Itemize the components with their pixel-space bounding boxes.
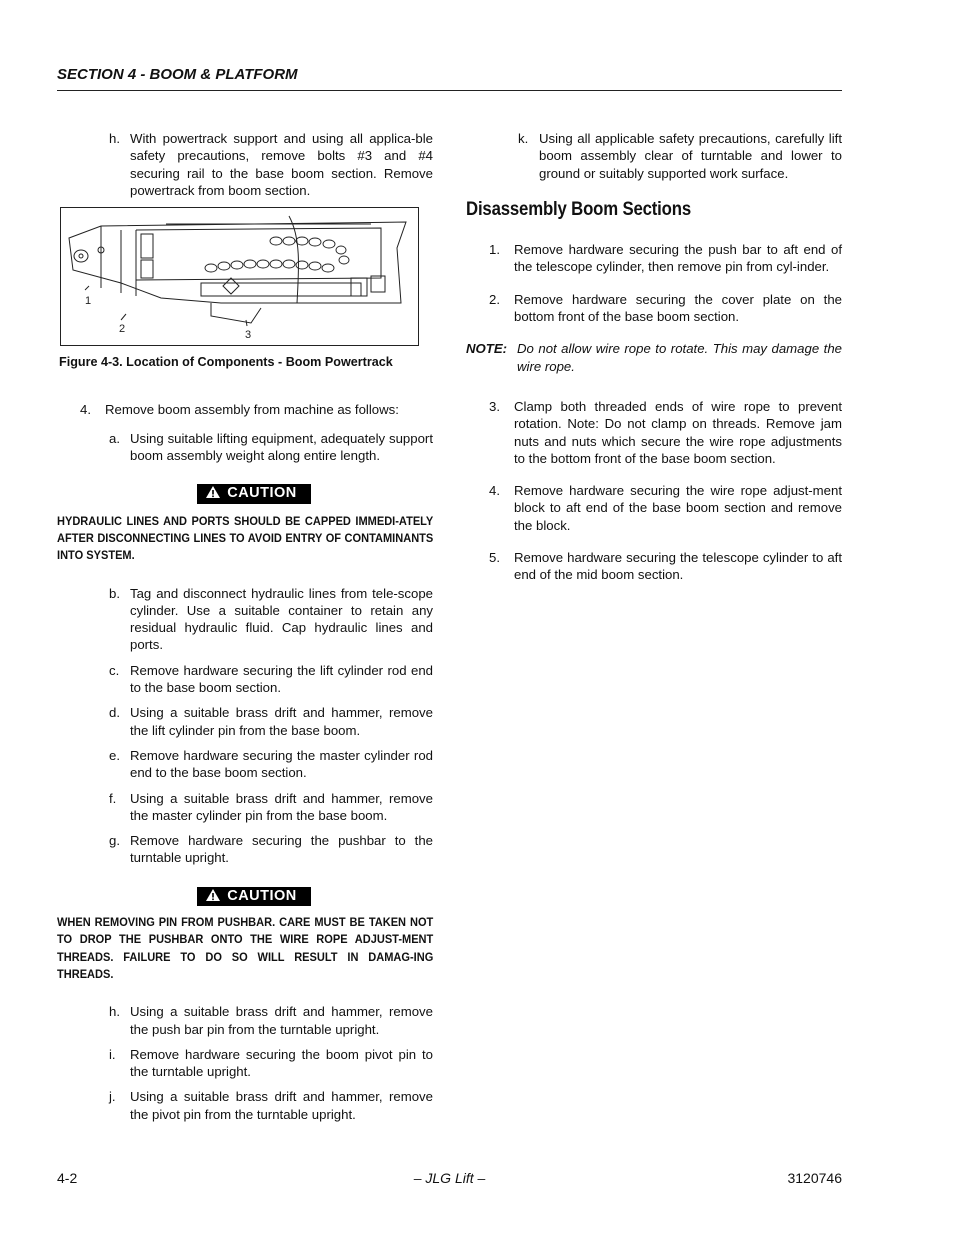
list-item: c. Remove hardware securing the lift cylinder rod end to the base boom section. xyxy=(109,662,433,696)
caution-banner: CAUTION xyxy=(57,484,433,503)
list-item: e. Remove hardware securing the master cylinder rod end to the base boom section. xyxy=(109,747,433,781)
powertrack-figure xyxy=(60,207,419,346)
page-header xyxy=(57,66,842,91)
page-footer xyxy=(57,1170,842,1190)
list-item: h. With powertrack support and using all applica-ble safety precautions, remove bolts #3 and #4 securing rail to the base boom section. Remove powertrack from boom section. xyxy=(109,131,433,198)
numbered-step: 1. Remove hardware securing the push bar to aft end of the telescope cylinder, then remove pin from cyl-inder. xyxy=(489,242,842,275)
list-item: f. Using a suitable brass drift and hammer, remove the master cylinder pin from the base boom. xyxy=(109,790,433,823)
section-title: SECTION 4 - BOOM & PLATFORM xyxy=(57,66,298,83)
figure-label-2: 2 xyxy=(119,323,126,336)
list-item: g. Remove hardware securing the pushbar to the turntable upright. xyxy=(109,833,433,866)
left-column xyxy=(57,130,433,1131)
caution-text: WHEN REMOVING PIN FROM PUSHBAR. CARE MUST BE TAKEN NOT TO DROP THE PUSHBAR ONTO THE WIRE ROPE ADJUST-MENT THREADS. FAILURE TO DO SO WILL RESULT IN DAMAG-ING THREADS. xyxy=(57,915,434,981)
figure-label-1: 1 xyxy=(85,295,92,308)
list-item: a. Using suitable lifting equipment, adequately support boom assembly weight along entire length. xyxy=(109,430,433,464)
section-heading: Disassembly Boom Sections xyxy=(466,197,691,220)
numbered-step: 4. Remove hardware securing the wire rope adjust-ment block to aft end of the base boom section and remove the block. xyxy=(489,483,842,533)
warning-icon xyxy=(205,888,221,902)
list-item: k. Using all applicable safety precautions, carefully lift boom assembly clear of turntable and lower to ground or suitably supported work surface. xyxy=(518,131,842,181)
page-number: 4-2 xyxy=(57,1170,78,1186)
footer-brand: – JLG Lift – xyxy=(413,1170,486,1186)
numbered-step: 3. Clamp both threaded ends of wire rope to prevent rotation. Note: Do not clamp on threads. Remove jam nuts and nuts which secure the wire rope adjustments to the bottom front of the base boom section. xyxy=(489,398,842,466)
figure-label-3: 3 xyxy=(245,329,252,342)
document-number: 3120746 xyxy=(787,1170,842,1186)
caution-text: HYDRAULIC LINES AND PORTS SHOULD BE CAPPED IMMEDI-ATELY AFTER DISCONNECTING LINES TO AVOID ENTRY OF CONTAMINANTS INTO SYSTEM. xyxy=(57,513,434,563)
right-column xyxy=(466,130,842,599)
steps-b-to-g xyxy=(57,585,433,867)
list-item: i. Remove hardware securing the boom pivot pin to the turntable upright. xyxy=(109,1046,433,1080)
list-item: j. Using a suitable brass drift and hammer, remove the pivot pin from the turntable upright. xyxy=(109,1089,433,1122)
numbered-step: 2. Remove hardware securing the cover plate on the bottom front of the base boom section. xyxy=(489,291,842,325)
note: NOTE: Do not allow wire rope to rotate. This may damage the wire rope. xyxy=(466,341,842,374)
boom-powertrack-illustration xyxy=(61,208,418,345)
numbered-step: 5. Remove hardware securing the telescope cylinder to aft end of the mid boom section. xyxy=(489,550,842,583)
steps-h-to-j xyxy=(57,1003,433,1123)
caution-banner: CAUTION xyxy=(57,887,433,906)
figure-caption: Figure 4-3. Location of Components - Boom Powertrack xyxy=(59,355,393,370)
warning-icon xyxy=(205,485,221,499)
list-item: d. Using a suitable brass drift and hammer, remove the lift cylinder pin from the base boom. xyxy=(109,705,433,738)
list-item: b. Tag and disconnect hydraulic lines from tele-scope cylinder. Use a suitable container to retain any residual hydraulic fluid. Cap hydraulic lines and ports. xyxy=(109,585,433,653)
numbered-step: 4. Remove boom assembly from machine as follows: xyxy=(80,402,399,418)
list-item: h. Using a suitable brass drift and hammer, remove the push bar pin from the turntable upright. xyxy=(109,1004,433,1037)
